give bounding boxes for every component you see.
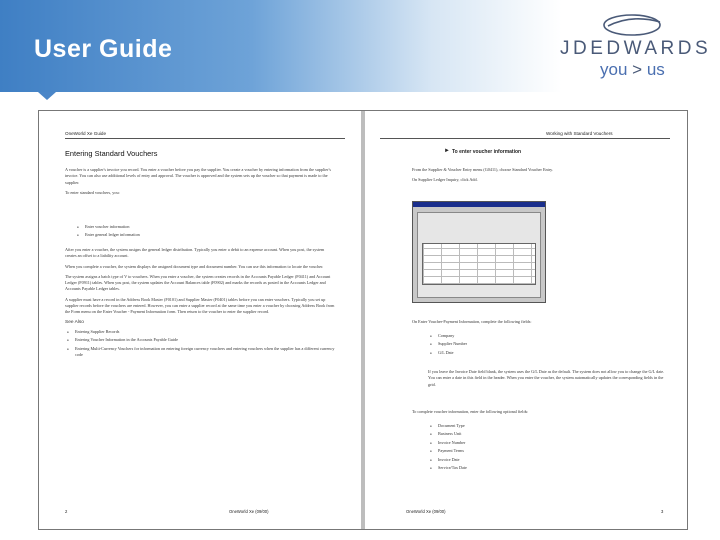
tagline-sep: > [632, 60, 643, 79]
bullet-item: ● Enter general ledger information [85, 232, 335, 238]
field-item: ● Company [438, 333, 668, 339]
see-also-item: ● Entering Voucher Information in the Accounts Payable Guide [75, 337, 335, 343]
see-also-heading: See Also [65, 319, 84, 325]
banner-notch [38, 92, 56, 100]
body-paragraph: When you complete a voucher, the system displays the assigned document type and document number. You can use this information to locate the voucher. [65, 263, 324, 269]
field-item: ● Service/Tax Date [438, 465, 668, 471]
step-3: To complete voucher information, enter the following optional fields: [412, 409, 529, 414]
section-title: Entering Standard Vouchers [65, 149, 158, 158]
logo-swoosh-icon [600, 12, 664, 38]
screenshot-body [417, 212, 541, 298]
tagline-you: you [600, 60, 628, 79]
left-body [65, 167, 335, 200]
left-bullets [75, 224, 335, 241]
field-item: ● Document Type [438, 423, 668, 429]
right-page-number: 3 [661, 509, 664, 514]
left-page [39, 111, 359, 529]
field-item: ● Business Unit [438, 431, 668, 437]
logo-wordmark: JDEDWARDS [560, 38, 712, 59]
see-also-list [65, 329, 335, 359]
tagline-us: us [646, 60, 665, 79]
field-item: ● G/L Date [438, 350, 668, 356]
right-release: OneWorld Xe (09/00) [406, 509, 446, 514]
form-screenshot [412, 201, 546, 303]
screenshot-titlebar [413, 202, 545, 207]
jdedwards-logo [560, 12, 710, 82]
to-enter-line: To enter standard vouchers, you: [65, 189, 120, 195]
right-page [366, 111, 686, 529]
document-scan [38, 110, 688, 530]
intro-paragraph: A voucher is a supplier's invoice you record. You enter a voucher before you pay the supplier. You create a voucher by entering information from the supplier's invoice. You can also use additional levels of entry and approval. The voucher is approved and the system sets up the voucher so that payment is made to the supplier. [65, 167, 331, 185]
field-item: ● Payment Terms [438, 448, 668, 454]
left-page-number: 2 [65, 509, 68, 514]
left-running-header: OneWorld Xe Guide [65, 131, 107, 136]
see-also-item: ● Entering Supplier Records [75, 329, 335, 335]
field-item: ● Invoice Number [438, 440, 668, 446]
step-2: On Enter Voucher-Payment Information, complete the following fields: [412, 319, 532, 324]
left-release: OneWorld Xe (09/00) [229, 509, 269, 514]
see-also-item: ● Entering Multi-Currency Vouchers for information on entering foreign currency vouchers and entering vouchers when the supplier has a different currency code [75, 346, 335, 359]
required-fields [428, 333, 668, 358]
right-paragraph: If you leave the Invoice Date field blank, the system uses the G/L Date as the default. The system does not allow you to change the G/L date. You can enter a date in this field in the header. When you enter the voucher, the system automatically updates the corresponding fields in the grid. [428, 369, 665, 387]
body-paragraph: The system assigns a batch type of V to vouchers. When you enter a voucher, the system creates records in the Accounts Payable Ledger (F0411) and Account Ledger (F0911) tables. When you post, the system updates the Account Balances table (F0902) and marks the records as posted in the Accounts Ledger and Accounts Payable Ledger tables. [65, 273, 331, 292]
body-paragraph: After you enter a voucher, the system assigns the general ledger distribution. Typically you enter a debit to an expense account. When you post, the system creates an offset to a liability account. [65, 247, 325, 259]
page-gutter [361, 111, 365, 529]
left-header-rule [65, 138, 345, 139]
field-item: ● Supplier Number [438, 341, 668, 347]
right-intro [412, 167, 662, 188]
right-header-rule [380, 138, 670, 139]
bullet-item: ● Enter voucher information [85, 224, 335, 230]
menu-path: From the Supplier & Voucher Entry menu (G0411), choose Standard Voucher Entry. [412, 167, 554, 172]
field-item: ● Invoice Date [438, 457, 668, 463]
body-paragraph: A supplier must have a record in the Address Book Master (F0101) and Supplier Master (F0401) tables before you can enter vouchers. Typically you set up supplier records before the vouchers are entered. However, you can enter a supplier record at the same time you enter a voucher by choosing Address Book from the Form menu on the Enter Voucher - Payment Information form. Then return to the voucher to enter the supplier record. [65, 296, 335, 315]
banner-title: User Guide [34, 35, 173, 63]
task-arrow-icon: ► [444, 148, 450, 154]
logo-tagline [600, 60, 665, 80]
right-running-header: Working with Standard Vouchers [546, 131, 613, 136]
task-heading: To enter voucher information [452, 149, 522, 155]
left-paras [65, 247, 335, 361]
screenshot-grid [422, 243, 536, 285]
step-1: On Supplier Ledger Inquiry, click Add. [412, 177, 478, 183]
optional-fields [428, 423, 668, 473]
